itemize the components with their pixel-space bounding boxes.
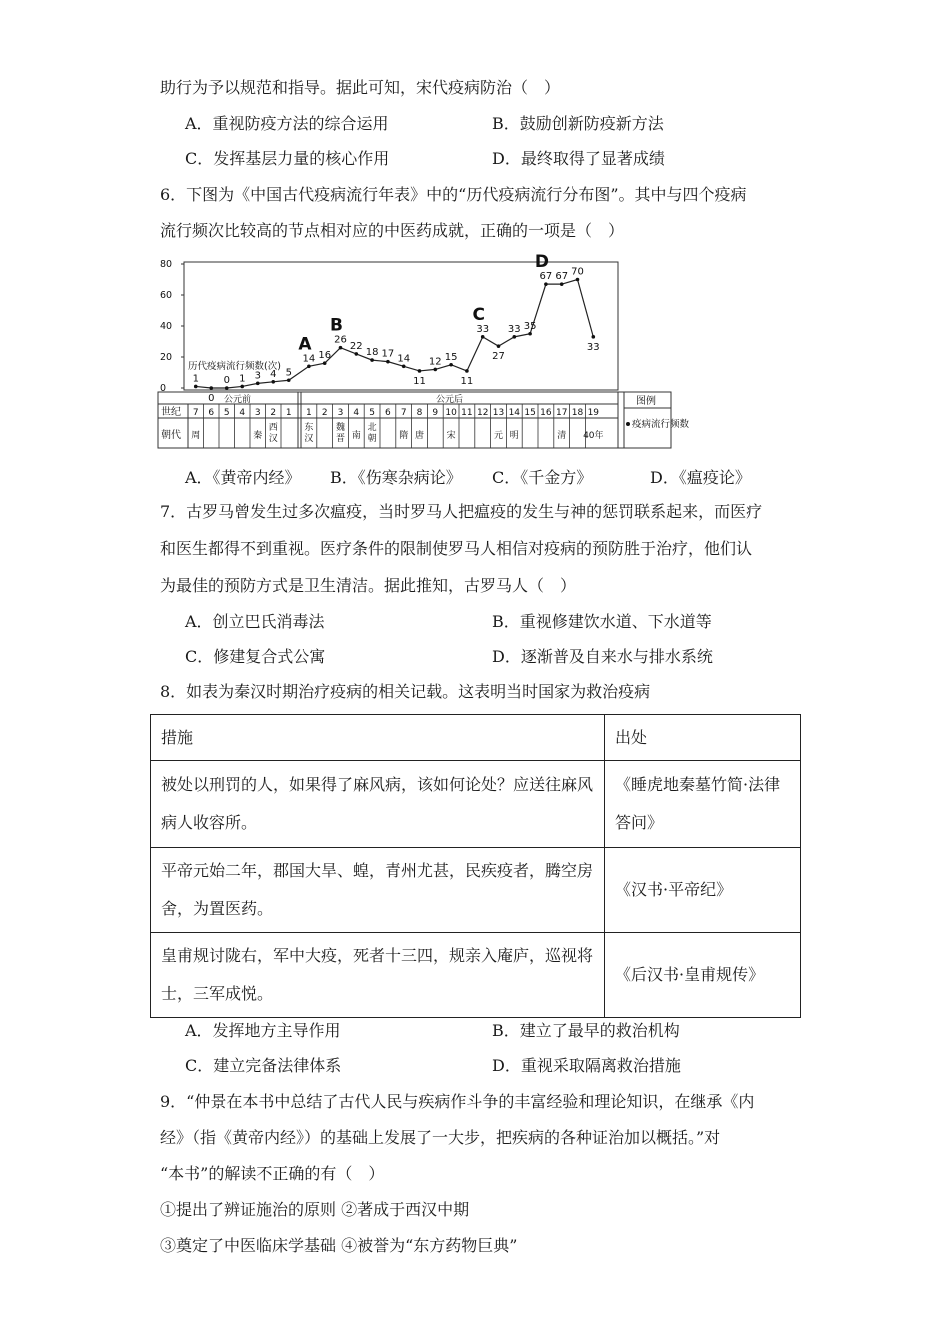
table-cell-source: 《汉书·平帝纪》 [605, 848, 801, 933]
dynasty-label: 清 [557, 431, 567, 441]
y-tick-label: 60 [160, 290, 173, 301]
dynasty-label: 唐 [414, 431, 425, 441]
century-tick-label: 10 [445, 408, 457, 418]
century-row-header: 世纪 [161, 407, 181, 418]
y-tick-label: 20 [160, 352, 173, 363]
data-point [307, 365, 311, 369]
century-tick-label: 6 [385, 408, 391, 418]
q6-option-b[interactable]: B．《伤寒杂病论》 [330, 468, 462, 487]
data-label: 5 [285, 367, 292, 379]
q6-option-c[interactable]: C．《千金方》 [492, 468, 593, 487]
legend-title: 图例 [636, 396, 656, 407]
data-point [449, 363, 453, 367]
q6-stem-line2: 流行频次比较高的节点相对应的中医药成就，正确的一项是（ ） [160, 221, 625, 240]
dynasty-label: 汉 [304, 434, 314, 444]
series-name: 历代疫病流行频数(次) [188, 361, 281, 372]
q6-option-d[interactable]: D．《瘟疫论》 [650, 468, 751, 487]
era-ad-label: 公元后 [436, 395, 464, 405]
q9-statement-3-4: ③奠定了中医临床学基础 ④被誉为“东方药物巨典” [160, 1236, 518, 1255]
table-header-measure: 措施 [151, 715, 605, 761]
data-label: 11 [460, 375, 474, 387]
q7-option-d[interactable]: D．逐渐普及自来水与排水系统 [492, 647, 713, 666]
data-point [256, 382, 260, 386]
data-label: 70 [571, 266, 584, 278]
century-tick-label: 19 [587, 408, 600, 418]
table-cell-source: 《后汉书·皇甫规传》 [605, 933, 801, 1018]
century-tick-label: 7 [400, 408, 407, 418]
data-point [240, 385, 244, 389]
data-label: 17 [381, 348, 395, 360]
q7-option-c[interactable]: C．修建复合式公寓 [185, 647, 326, 666]
data-label: 1 [192, 373, 199, 385]
century-tick-label: 13 [492, 408, 505, 418]
data-point [497, 344, 501, 348]
data-point [481, 335, 485, 339]
century-tick-label: 16 [540, 408, 552, 418]
dynasty-label: 秦 [253, 431, 263, 441]
data-label: 14 [397, 353, 411, 365]
data-point [576, 278, 580, 282]
legend-marker-icon [626, 422, 630, 426]
data-label: 33 [476, 323, 490, 335]
q5-option-c[interactable]: C．发挥基层力量的核心作用 [185, 149, 390, 168]
epidemic-chart [158, 252, 690, 452]
century-tick-label: 15 [524, 408, 536, 418]
dynasty-label: 汉 [268, 434, 278, 444]
data-point [560, 282, 564, 286]
dynasty-label: 宋 [446, 431, 456, 441]
data-point [355, 352, 359, 356]
data-label: 27 [492, 351, 505, 363]
data-point [465, 369, 469, 373]
q7-stem-line3: 为最佳的预防方式是卫生清洁。据此推知，古罗马人（ ） [160, 576, 577, 595]
century-tick-label: 3 [254, 408, 261, 418]
q7-option-a[interactable]: A．创立巴氏消毒法 [185, 612, 325, 631]
century-tick-label: 8 [416, 408, 423, 418]
data-point [434, 368, 438, 372]
data-point [386, 360, 390, 364]
data-label: 33 [586, 341, 600, 353]
table-cell-measure: 被处以刑罚的人，如果得了麻风病，该如何论处？应送往麻风病人收容所。 [151, 761, 605, 848]
legend-marker-label: 疫病流行频数 [632, 419, 690, 430]
table-cell-measure: 平帝元始二年，郡国大旱、蝗，青州尤甚，民疾疫者，腾空房舍，为置医药。 [151, 848, 605, 933]
data-label: 3 [254, 370, 261, 382]
data-point [418, 369, 422, 373]
data-label: 0 [208, 393, 215, 404]
table-header-source: 出处 [605, 715, 801, 761]
century-tick-label: 7 [192, 408, 199, 418]
q5-stem-tail: 助行为予以规范和指导。据此可知，宋代疫病防治（ ） [160, 78, 561, 97]
data-point [528, 332, 532, 336]
dynasty-label: 元 [493, 431, 504, 441]
data-point [225, 386, 229, 390]
data-point [402, 365, 406, 369]
dynasty-label: 北 [367, 423, 377, 433]
dynasty-label: 东 [304, 423, 314, 433]
y-tick-label: 0 [160, 383, 167, 394]
century-tick-label: 1 [285, 408, 292, 418]
q5-option-b[interactable]: B．鼓励创新防疫新方法 [492, 114, 664, 133]
q9-statement-1-2: ①提出了辨证施治的原则 ②著成于西汉中期 [160, 1200, 470, 1219]
marker-label: B [330, 315, 343, 336]
marker-label: D [534, 252, 549, 273]
table-row [151, 933, 801, 1018]
data-point [271, 380, 275, 384]
data-point [194, 385, 198, 389]
q8-option-a[interactable]: A．发挥地方主导作用 [185, 1021, 341, 1040]
century-tick-label: 17 [555, 408, 568, 418]
data-label: 11 [413, 375, 426, 387]
dynasty-label: 40年 [583, 431, 604, 441]
data-point [513, 335, 517, 339]
data-label: 14 [302, 353, 316, 365]
q6-option-a[interactable]: A．《黄帝内经》 [185, 468, 301, 487]
table-row [151, 848, 801, 933]
century-tick-label: 3 [337, 408, 344, 418]
century-tick-label: 11 [461, 408, 473, 418]
data-point [287, 378, 291, 382]
century-tick-label: 4 [239, 408, 246, 418]
q7-stem-line1: 7．古罗马曾发生过多次瘟疫，当时罗马人把瘟疫的发生与神的惩罚联系起来，而医疗 [160, 502, 763, 521]
q9-stem-line2: 经》（指《黄帝内经》）的基础上发展了一大步，把疾病的各种证治加以概括。”对 [160, 1128, 721, 1147]
century-tick-label: 6 [208, 408, 215, 418]
century-tick-label: 4 [353, 408, 360, 418]
data-label: 26 [334, 334, 347, 346]
q8-option-d[interactable]: D．重视采取隔离救治措施 [492, 1056, 681, 1075]
century-tick-label: 12 [476, 408, 489, 418]
data-label: 16 [318, 350, 332, 362]
q7-stem-line2: 和医生都得不到重视。医疗条件的限制使罗马人相信对疫病的预防胜于治疗，他们认 [160, 539, 753, 558]
dynasty-label: 晋 [335, 434, 346, 444]
data-label: 1 [239, 373, 246, 385]
data-label: 15 [444, 351, 458, 363]
era-bc-label: 公元前 [224, 395, 252, 405]
marker-label: A [298, 334, 312, 355]
table-header-row [151, 715, 801, 761]
y-tick-label: 80 [160, 259, 173, 270]
dynasty-label: 西 [268, 423, 278, 433]
q6-stem-line1: 6．下图为《中国古代疫病流行年表》中的“历代疫病流行分布图”。其中与四个疫病 [160, 185, 747, 204]
table-cell-measure: 皇甫规讨陇右，军中大疫，死者十三四，规亲入庵庐，巡视将士，三军成悦。 [151, 933, 605, 1018]
data-label: 33 [507, 323, 521, 335]
table-row [151, 761, 801, 848]
dynasty-label: 朝 [367, 434, 377, 444]
q9-stem-line1: 9．“仲景在本书中总结了古代人民与疾病作斗争的丰富经验和理论知识，在继承《内 [160, 1092, 755, 1111]
q8-option-b[interactable]: B．建立了最早的救治机构 [492, 1021, 680, 1040]
data-label: 67 [539, 271, 553, 283]
data-label: 22 [349, 340, 363, 352]
dynasty-label: 南 [351, 431, 361, 441]
dynasty-label: 魏 [335, 423, 346, 433]
dynasty-label: 隋 [399, 431, 409, 441]
data-point [339, 346, 343, 350]
century-tick-label: 9 [432, 408, 439, 418]
marker-label: C [472, 304, 485, 325]
data-label: 0 [223, 375, 230, 386]
data-point [592, 335, 596, 339]
data-label: 4 [270, 368, 277, 380]
data-point [209, 386, 213, 390]
q9-stem-line3: “本书”的解读不正确的有（ ） [160, 1164, 385, 1183]
data-point [323, 361, 327, 365]
data-label: 12 [428, 356, 442, 368]
century-tick-label: 14 [508, 408, 521, 418]
q8-stem: 8．如表为秦汉时期治疗疫病的相关记载。这表明当时国家为救治疫病 [160, 682, 651, 701]
data-point [370, 358, 374, 362]
q7-option-b[interactable]: B．重视修建饮水道、下水道等 [492, 612, 712, 631]
q5-option-d[interactable]: D．最终取得了显著成绩 [492, 149, 665, 168]
century-tick-label: 1 [306, 408, 312, 418]
q8-option-c[interactable]: C．建立完备法律体系 [185, 1056, 342, 1075]
century-tick-label: 2 [321, 408, 328, 418]
q8-table [150, 714, 801, 1018]
data-label: 18 [365, 347, 379, 359]
data-point [544, 282, 548, 286]
dynasty-label: 周 [191, 431, 201, 441]
data-label: 35 [523, 320, 537, 332]
data-label: 67 [555, 271, 569, 283]
century-tick-label: 2 [270, 408, 277, 418]
century-tick-label: 5 [369, 408, 375, 418]
dynasty-label: 明 [509, 431, 519, 441]
y-tick-label: 40 [160, 321, 173, 332]
table-cell-source: 《睡虎地秦墓竹简·法律答问》 [605, 761, 801, 848]
q5-option-a[interactable]: A．重视防疫方法的综合运用 [185, 114, 389, 133]
dynasty-row-header: 朝代 [161, 430, 181, 441]
century-tick-label: 18 [571, 408, 584, 418]
century-tick-label: 5 [223, 408, 230, 418]
